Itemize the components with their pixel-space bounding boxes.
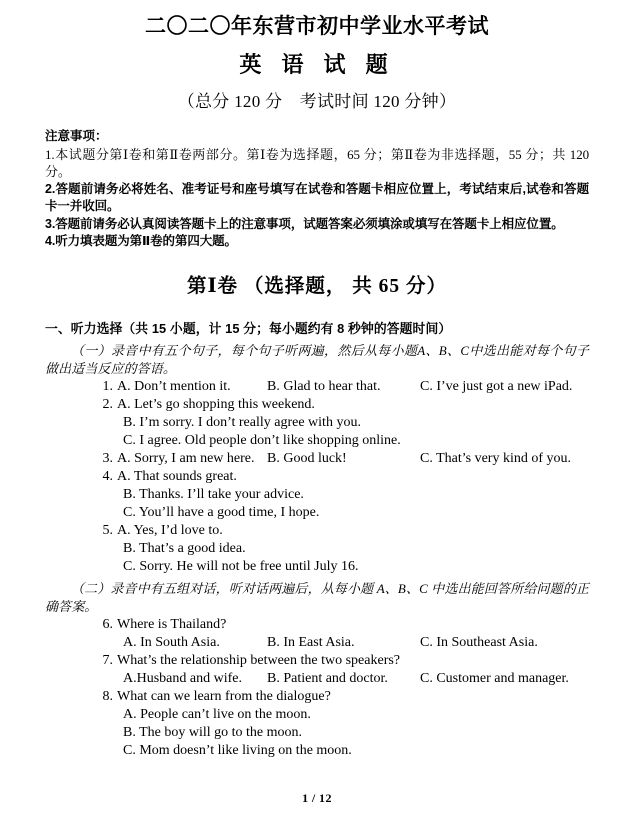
question-number: 1. <box>102 378 113 394</box>
section-one-heading: 一、听力选择（共 15 小题，计 15 分；每小题约有 8 秒钟的答题时间） <box>45 320 452 336</box>
part-b-directions: （二）录音中有五组对话，听对话两遍后，从每小题 A、B、C 中选出能回答所给问题的正确答案。 <box>45 580 589 614</box>
option-b[interactable]: B. The boy will go to the moon. <box>123 724 303 740</box>
option-c[interactable]: C. Customer and manager. <box>420 670 569 686</box>
option-a[interactable]: A. In South Asia. <box>123 634 220 650</box>
option-b[interactable]: B. Thanks. I’ll take your advice. <box>123 486 304 502</box>
part-a-questions <box>45 378 589 576</box>
option-b[interactable]: B. Good luck! <box>267 450 347 466</box>
option-c[interactable]: C. Mom doesn’t like living on the moon. <box>123 742 352 758</box>
option-a[interactable]: A. Sorry, I am new here. <box>117 450 255 466</box>
option-b[interactable]: B. That’s a good idea. <box>123 540 246 556</box>
question-row <box>45 706 589 724</box>
question-row <box>45 486 589 504</box>
option-c[interactable]: C. That’s very kind of you. <box>420 450 572 466</box>
option-c[interactable]: C. Sorry. He will not be free until July 16. <box>123 558 359 574</box>
notice-item-1: 1.本试题分第Ⅰ卷和第Ⅱ卷两部分。第Ⅰ卷为选择题，65 分；第Ⅱ卷为非选择题，55 分；共 120 分。 <box>45 146 589 179</box>
option-c[interactable]: C. You’ll have a good time, I hope. <box>123 504 320 520</box>
question-row <box>45 724 589 742</box>
page-footer: 1 / 12 <box>302 791 332 805</box>
question-number: 7. <box>102 652 113 668</box>
score-and-time: （总分 120 分 考试时间 120 分钟） <box>177 92 457 111</box>
question-row <box>45 432 589 450</box>
option-a[interactable]: A. Let’s go shopping this weekend. <box>117 396 315 412</box>
option-b[interactable]: B. Patient and doctor. <box>267 670 388 686</box>
question-row <box>45 652 589 670</box>
option-a[interactable]: A. That sounds great. <box>117 468 237 484</box>
question-number: 4. <box>102 468 113 484</box>
question-row <box>45 414 589 432</box>
option-a[interactable]: A. Yes, I’d love to. <box>117 522 223 538</box>
question-row <box>45 670 589 688</box>
question-stem: What’s the relationship between the two speakers? <box>117 652 401 668</box>
notice-item-4: 4.听力填表题为第Ⅱ卷的第四大题。 <box>45 234 237 248</box>
question-row <box>45 540 589 558</box>
notice-heading: 注意事项： <box>45 129 108 143</box>
question-row <box>45 378 589 396</box>
option-b[interactable]: B. In East Asia. <box>267 634 355 650</box>
part-b-questions <box>45 616 589 760</box>
question-row <box>45 742 589 760</box>
exam-title: 二〇二〇年东营市初中学业水平考试 <box>145 14 489 38</box>
notice-item-2: 2.答题前请务必将姓名、准考证号和座号填写在试卷和答题卡相应位置上，考试结束后,试卷和答题卡一并收回。 <box>45 181 589 213</box>
option-a[interactable]: A. People can’t live on the moon. <box>123 706 311 722</box>
option-b[interactable]: B. I’m sorry. I don’t really agree with you. <box>123 414 361 430</box>
question-row <box>45 634 589 652</box>
question-row <box>45 522 589 540</box>
notice-block <box>45 128 589 251</box>
part-a-directions: （一）录音中有五个句子，每个句子听两遍，然后从每小题A、B、C中选出能对每个句子做出适当反应的答语。 <box>45 342 589 376</box>
question-row <box>45 450 589 468</box>
question-stem: What can we learn from the dialogue? <box>117 688 331 704</box>
question-number: 5. <box>102 522 113 538</box>
question-number: 6. <box>102 616 113 632</box>
option-c[interactable]: C. In Southeast Asia. <box>420 634 538 650</box>
question-row <box>45 468 589 486</box>
question-row <box>45 504 589 522</box>
volume-heading: 第Ⅰ卷 （选择题， 共 65 分） <box>186 275 448 297</box>
question-row <box>45 558 589 576</box>
question-row <box>45 616 589 634</box>
question-row <box>45 688 589 706</box>
question-row <box>45 396 589 414</box>
option-c[interactable]: C. I agree. Old people don’t like shopping online. <box>123 432 401 448</box>
option-c[interactable]: C. I’ve just got a new iPad. <box>420 378 573 394</box>
option-a[interactable]: A. Don’t mention it. <box>117 378 231 394</box>
option-b[interactable]: B. Glad to hear that. <box>267 378 381 394</box>
question-number: 2. <box>102 396 113 412</box>
question-number: 8. <box>102 688 113 704</box>
subject-title: 英 语 试 题 <box>239 52 395 77</box>
question-number: 3. <box>102 450 113 466</box>
notice-item-3: 3.答题前请务必认真阅读答题卡上的注意事项，试题答案必须填涂或填写在答题卡上相应位置。 <box>45 216 564 231</box>
option-a[interactable]: A.Husband and wife. <box>123 670 242 686</box>
question-stem: Where is Thailand? <box>117 616 227 632</box>
